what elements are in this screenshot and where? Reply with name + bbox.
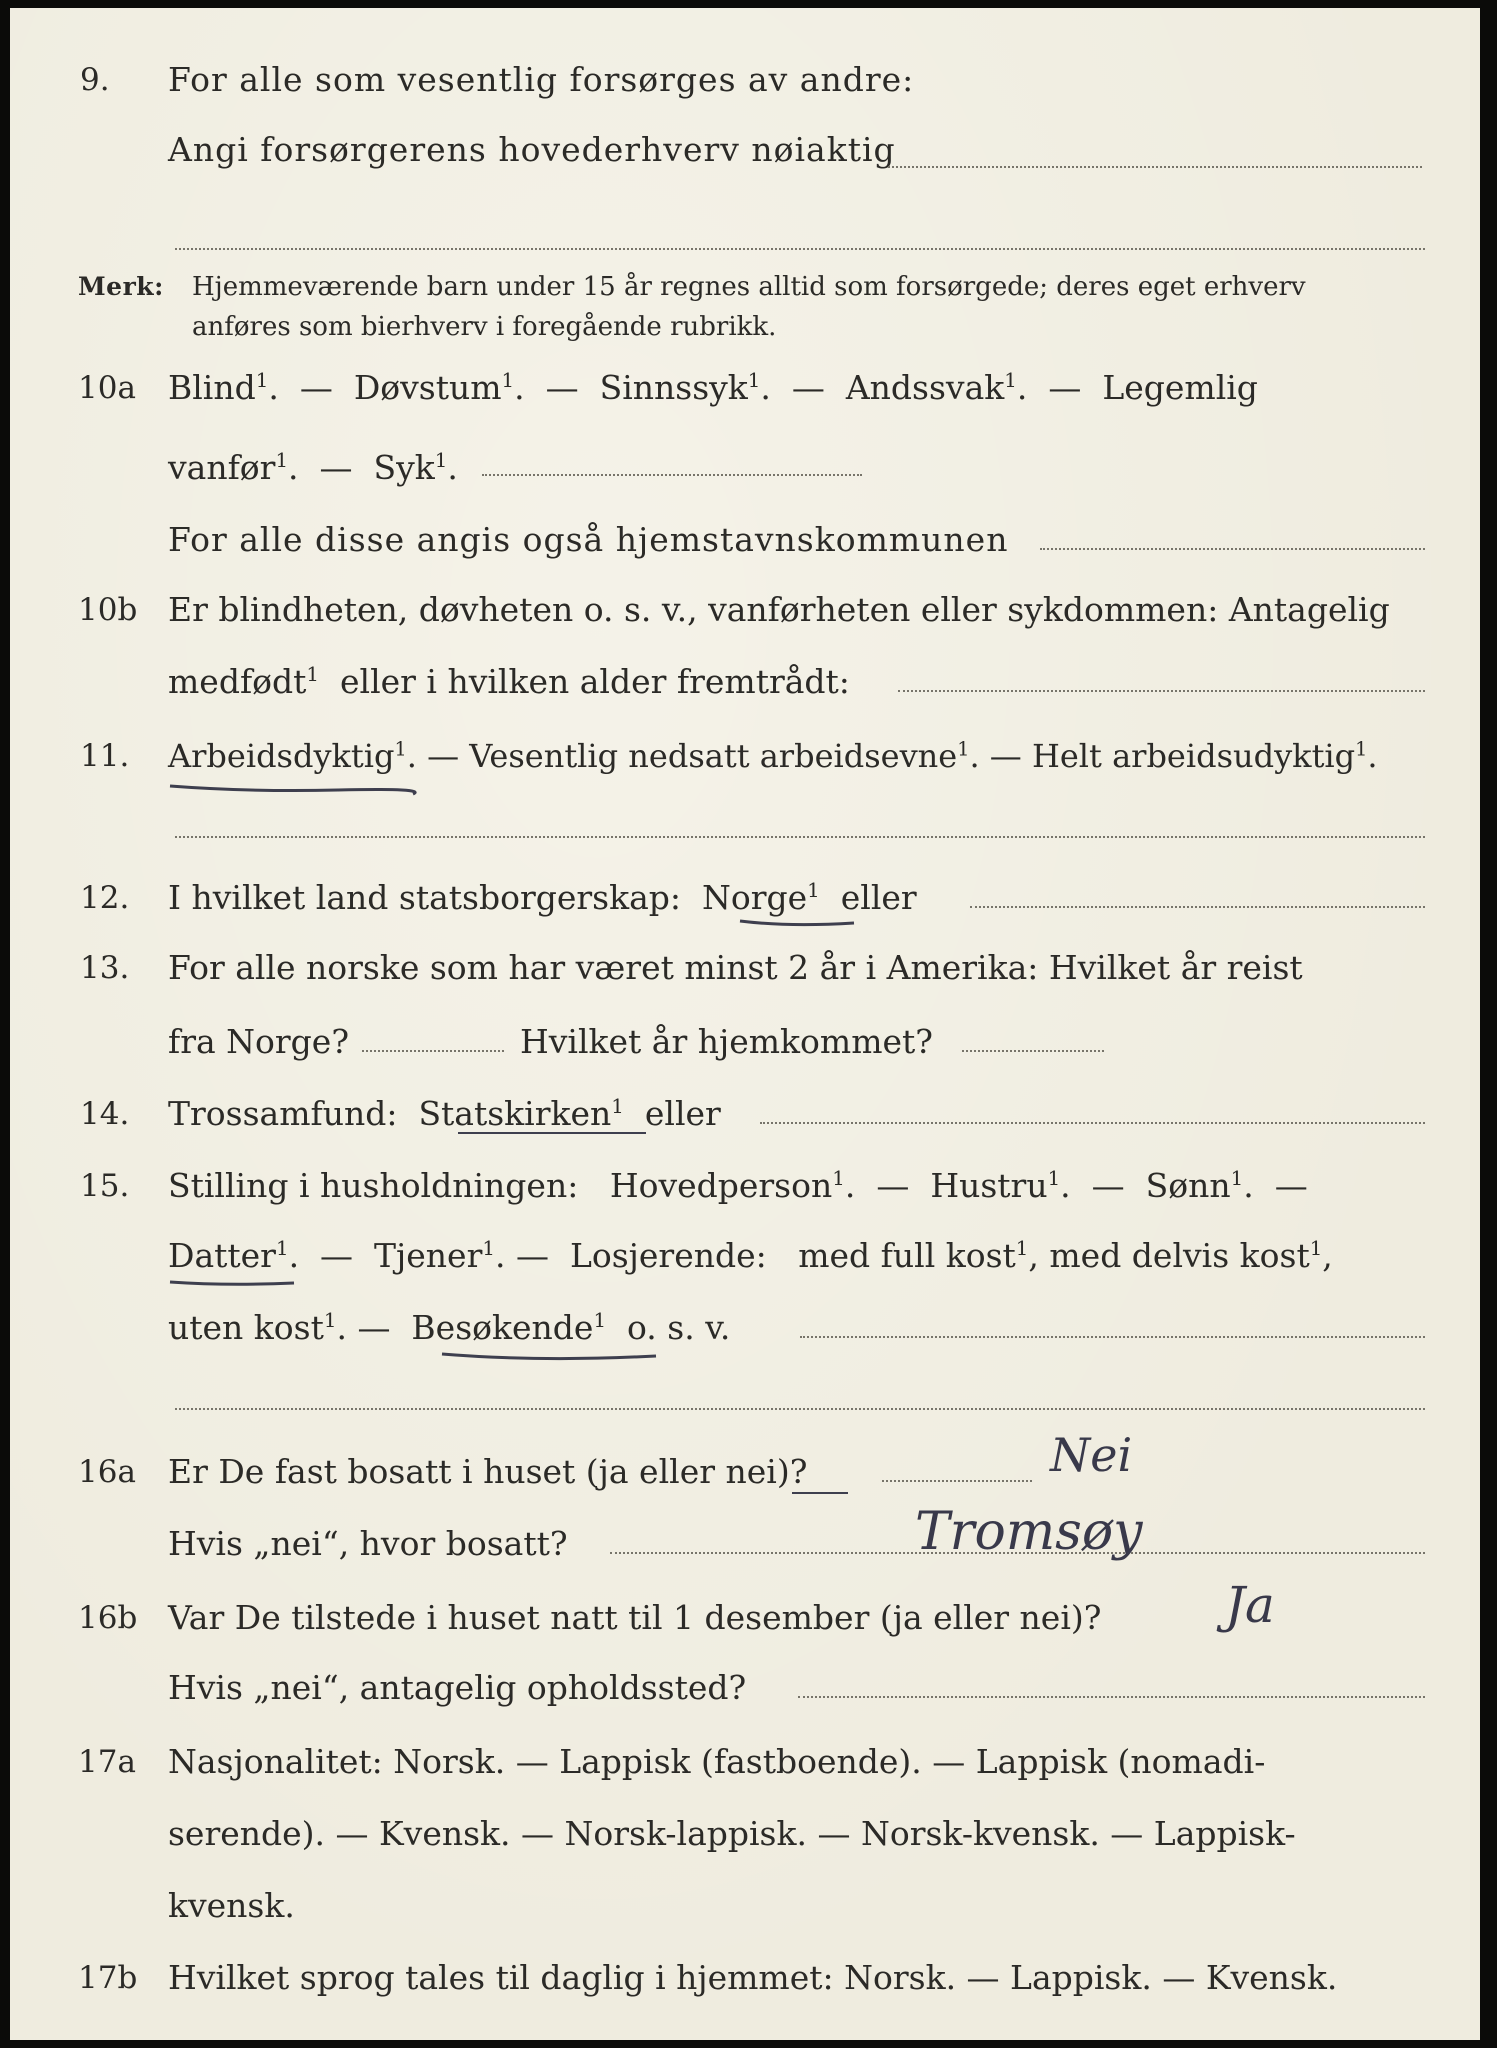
q10a-line3: For alle disse angis også hjemstavnskommunen <box>168 520 1009 559</box>
q16b-handwritten-answer: Ja <box>1225 1576 1275 1634</box>
q16b-line1: Var De tilstede i huset natt til 1 desember (ja eller nei)? <box>168 1598 1102 1637</box>
q10b-number: 10b <box>78 592 138 628</box>
q11-line: Arbeidsdyktig$^1$. — Vesentlig nedsatt arbeidsevne$^1$. — Helt arbeidsudyktig$^1$. <box>168 737 1378 775</box>
q15-answer-line <box>800 1336 1425 1338</box>
q9-line1: For alle som vesentlig forsørges av andre: <box>168 60 915 99</box>
q11-answer-line <box>175 836 1425 838</box>
q9-line2: Angi forsørgerens hovederhverv nøiaktig <box>168 130 896 169</box>
merk-line1: Hjemmeværende barn under 15 år regnes alltid som forsørgede; deres eget erhverv <box>192 272 1306 302</box>
q16a-handwritten-bosatt: Tromsøy <box>915 1502 1143 1562</box>
q17b-line1: Hvilket sprog tales til daglig i hjemmet: Norsk. — Lappisk. — Kvensk. <box>168 1958 1338 1997</box>
q10b-answer-line <box>898 690 1425 692</box>
q15-datter-underline <box>168 1274 298 1292</box>
q13-reist-line <box>362 1050 504 1052</box>
q10a-line2: vanfør$^1$. — Syk$^1$. <box>168 448 458 487</box>
q9-number: 9. <box>80 62 110 98</box>
q16a-answer-line <box>882 1480 1032 1482</box>
q10a-line1: Blind$^1$. — Døvstum$^1$. — Sinnssyk$^1$. — Andssvak$^1$. — Legemlig <box>168 368 1258 407</box>
q17a-line3: kvensk. <box>168 1886 295 1925</box>
q12-handwritten-underline <box>738 913 858 931</box>
q16b-line2: Hvis „nei“, antagelig opholdssted? <box>168 1668 747 1707</box>
q15-line1: Stilling i husholdningen: Hovedperson$^1$. — Hustru$^1$. — Sønn$^1$. — <box>168 1166 1308 1205</box>
q15-line3: uten kost$^1$. — Besøkende$^1$ o. s. v. <box>168 1308 731 1347</box>
q14-number: 14. <box>80 1096 130 1132</box>
q11-number: 11. <box>80 738 130 774</box>
q15-besokende-underline <box>440 1346 660 1366</box>
merk-label: Merk: <box>78 272 164 301</box>
q13-number: 13. <box>80 950 130 986</box>
q16a-line1: Er De fast bosatt i huset (ja eller nei)? <box>168 1452 808 1491</box>
q17b-number: 17b <box>78 1960 138 1996</box>
q17a-line1: Nasjonalitet: Norsk. — Lappisk (fastboende). — Lappisk (nomadi- <box>168 1742 1266 1781</box>
q12-answer-line <box>970 906 1425 908</box>
q14-underline <box>458 1132 646 1134</box>
q11-handwritten-underline <box>168 776 418 800</box>
q16a-line2: Hvis „nei“, hvor bosatt? <box>168 1524 568 1563</box>
q13-hjem-line <box>962 1050 1104 1052</box>
q16a-nei-underline <box>792 1492 848 1494</box>
q15-answer-line-2 <box>175 1408 1425 1410</box>
q13-fra-label: fra Norge? <box>168 1022 350 1061</box>
q16a-number: 16a <box>78 1454 136 1490</box>
q10b-line1: Er blindheten, døvheten o. s. v., vanførheten eller sykdommen: Antagelig <box>168 590 1390 629</box>
q9-answer-line <box>888 166 1422 168</box>
q17a-number: 17a <box>78 1744 136 1780</box>
q13-line1: For alle norske som har været minst 2 år i Amerika: Hvilket år reist <box>168 948 1303 987</box>
q16b-number: 16b <box>78 1600 138 1636</box>
q12-number: 12. <box>80 880 130 916</box>
merk-line2: anføres som bierhverv i foregående rubrikk. <box>192 312 777 342</box>
q10a-number: 10a <box>78 370 136 406</box>
q10b-line2: medfødt$^1$ eller i hvilken alder fremtrådt: <box>168 662 850 701</box>
q16b-answer-line <box>798 1696 1425 1698</box>
q15-line2: Datter$^1$. — Tjener$^1$. — Losjerende: med full kost$^1$, med delvis kost$^1$, <box>168 1236 1333 1275</box>
q13-hjem-label: Hvilket år hjemkommet? <box>520 1022 933 1061</box>
q15-number: 15. <box>80 1168 130 1204</box>
q10a-hjemstavn-line <box>1040 548 1425 550</box>
q17a-line2: serende). — Kvensk. — Norsk-lappisk. — Norsk-kvensk. — Lappisk- <box>168 1814 1296 1853</box>
q14-line: Trossamfund: Statskirken$^1$ eller <box>168 1094 721 1133</box>
census-form-page <box>10 8 1480 2040</box>
q14-answer-line <box>760 1122 1425 1124</box>
q12-line: I hvilket land statsborgerskap: Norge$^1$ eller <box>168 878 917 917</box>
q9-answer-line-2 <box>175 248 1425 250</box>
q16a-handwritten-answer: Nei <box>1050 1428 1133 1482</box>
q10a-answer-line <box>482 474 862 476</box>
